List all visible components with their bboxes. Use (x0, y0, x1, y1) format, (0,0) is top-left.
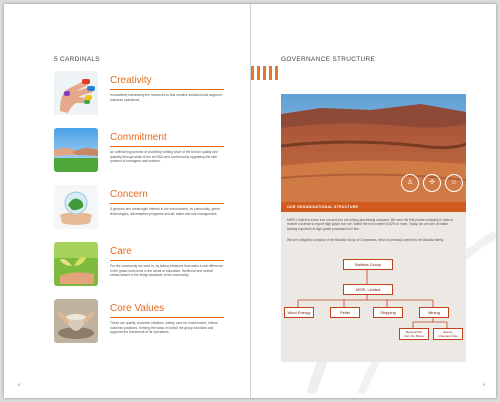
item-body: A genuine and meaningful interest in the environment, its community, green technologies, afforestation programs and air, water and soil management. (110, 207, 220, 216)
item-divider (110, 260, 224, 261)
org-node-pellet: Pellet (330, 307, 360, 318)
handshake-image (54, 128, 98, 172)
page-number: 9 (483, 382, 486, 387)
painted-hand-image (54, 71, 98, 115)
item-body: For the community we work in, by taking initiatives that make a real difference in the grass-roots level in the areas of education, livelihood and overall enhancement in the living standards of the community. (110, 264, 224, 277)
item-body: These are quality, customer relations, safety, care for environment, ethical business practices, forming the basis on which the group functions and supports the framework of its operations. (110, 321, 218, 334)
item-title: Commitment (110, 132, 167, 143)
structure-banner (281, 202, 466, 212)
item-body: Innovatively harnessing the resources to find creative solutions that augment business operations. (110, 93, 222, 102)
banner-label: OUR ORGANISATIONAL STRUCTURE (287, 205, 359, 209)
item-divider (110, 146, 224, 147)
section-title: GOVERNANCE STRUCTURE (281, 56, 376, 63)
item-title: Care (110, 246, 132, 257)
org-node-export-units: Export Oriented Units (433, 328, 463, 340)
windmill-icon: ✢ (423, 174, 441, 192)
item-divider (110, 203, 224, 204)
cardinal-care (54, 242, 224, 290)
right-page (251, 4, 496, 398)
page-number: 8 (18, 382, 21, 387)
section-title: 5 CARDINALS (54, 56, 100, 63)
org-node-mining: Mining (419, 307, 449, 318)
cardinal-commitment (54, 128, 224, 176)
brochure-spread (4, 4, 496, 398)
decorative-stripes (251, 66, 496, 80)
org-node-shipping: Shipping (373, 307, 403, 318)
seedling-hands-image (54, 242, 98, 286)
item-title: Concern (110, 189, 148, 200)
org-node-wind-energy: Wind Energy (284, 307, 314, 318)
globe-in-hands-image (54, 185, 98, 229)
info-panel (281, 212, 466, 362)
people-icon: ☺ (445, 174, 463, 192)
worker-icon: ♙ (401, 174, 419, 192)
item-title: Creativity (110, 75, 152, 86)
item-divider (110, 317, 224, 318)
flagship-paragraph: We are a flagship company of the Baldota Group of Companies, which is primarily owned by the Baldota family. (287, 238, 444, 242)
cardinal-concern (54, 185, 224, 233)
item-body: An unflinching promise of providing nothing short of the best in quality and quantity through state of the art R&D and continuously upgrading the skill quotient of managers and workers. (110, 150, 218, 163)
mine-photo (281, 94, 466, 202)
intro-paragraph: MSPL Limited is a true iron ore and iron ore mining processing company. We were the first private company in India to receive a license to export high grade iron ore, where the iron content is 62% or more. Today, we are one of India's leading exporters of high-grade processed iron fine. (287, 218, 454, 231)
cardinal-core-values (54, 299, 224, 347)
org-node-company: MSPL Limited (343, 284, 393, 295)
org-node-iron-ore-mines: Byrapur/Vdr Iron Ore Mines (399, 328, 429, 340)
pottery-image (54, 299, 98, 343)
cardinal-creativity (54, 71, 224, 119)
item-title: Core Values (110, 303, 165, 314)
left-page (4, 4, 250, 398)
org-node-root: Baldota Group (343, 259, 393, 270)
item-divider (110, 89, 224, 90)
